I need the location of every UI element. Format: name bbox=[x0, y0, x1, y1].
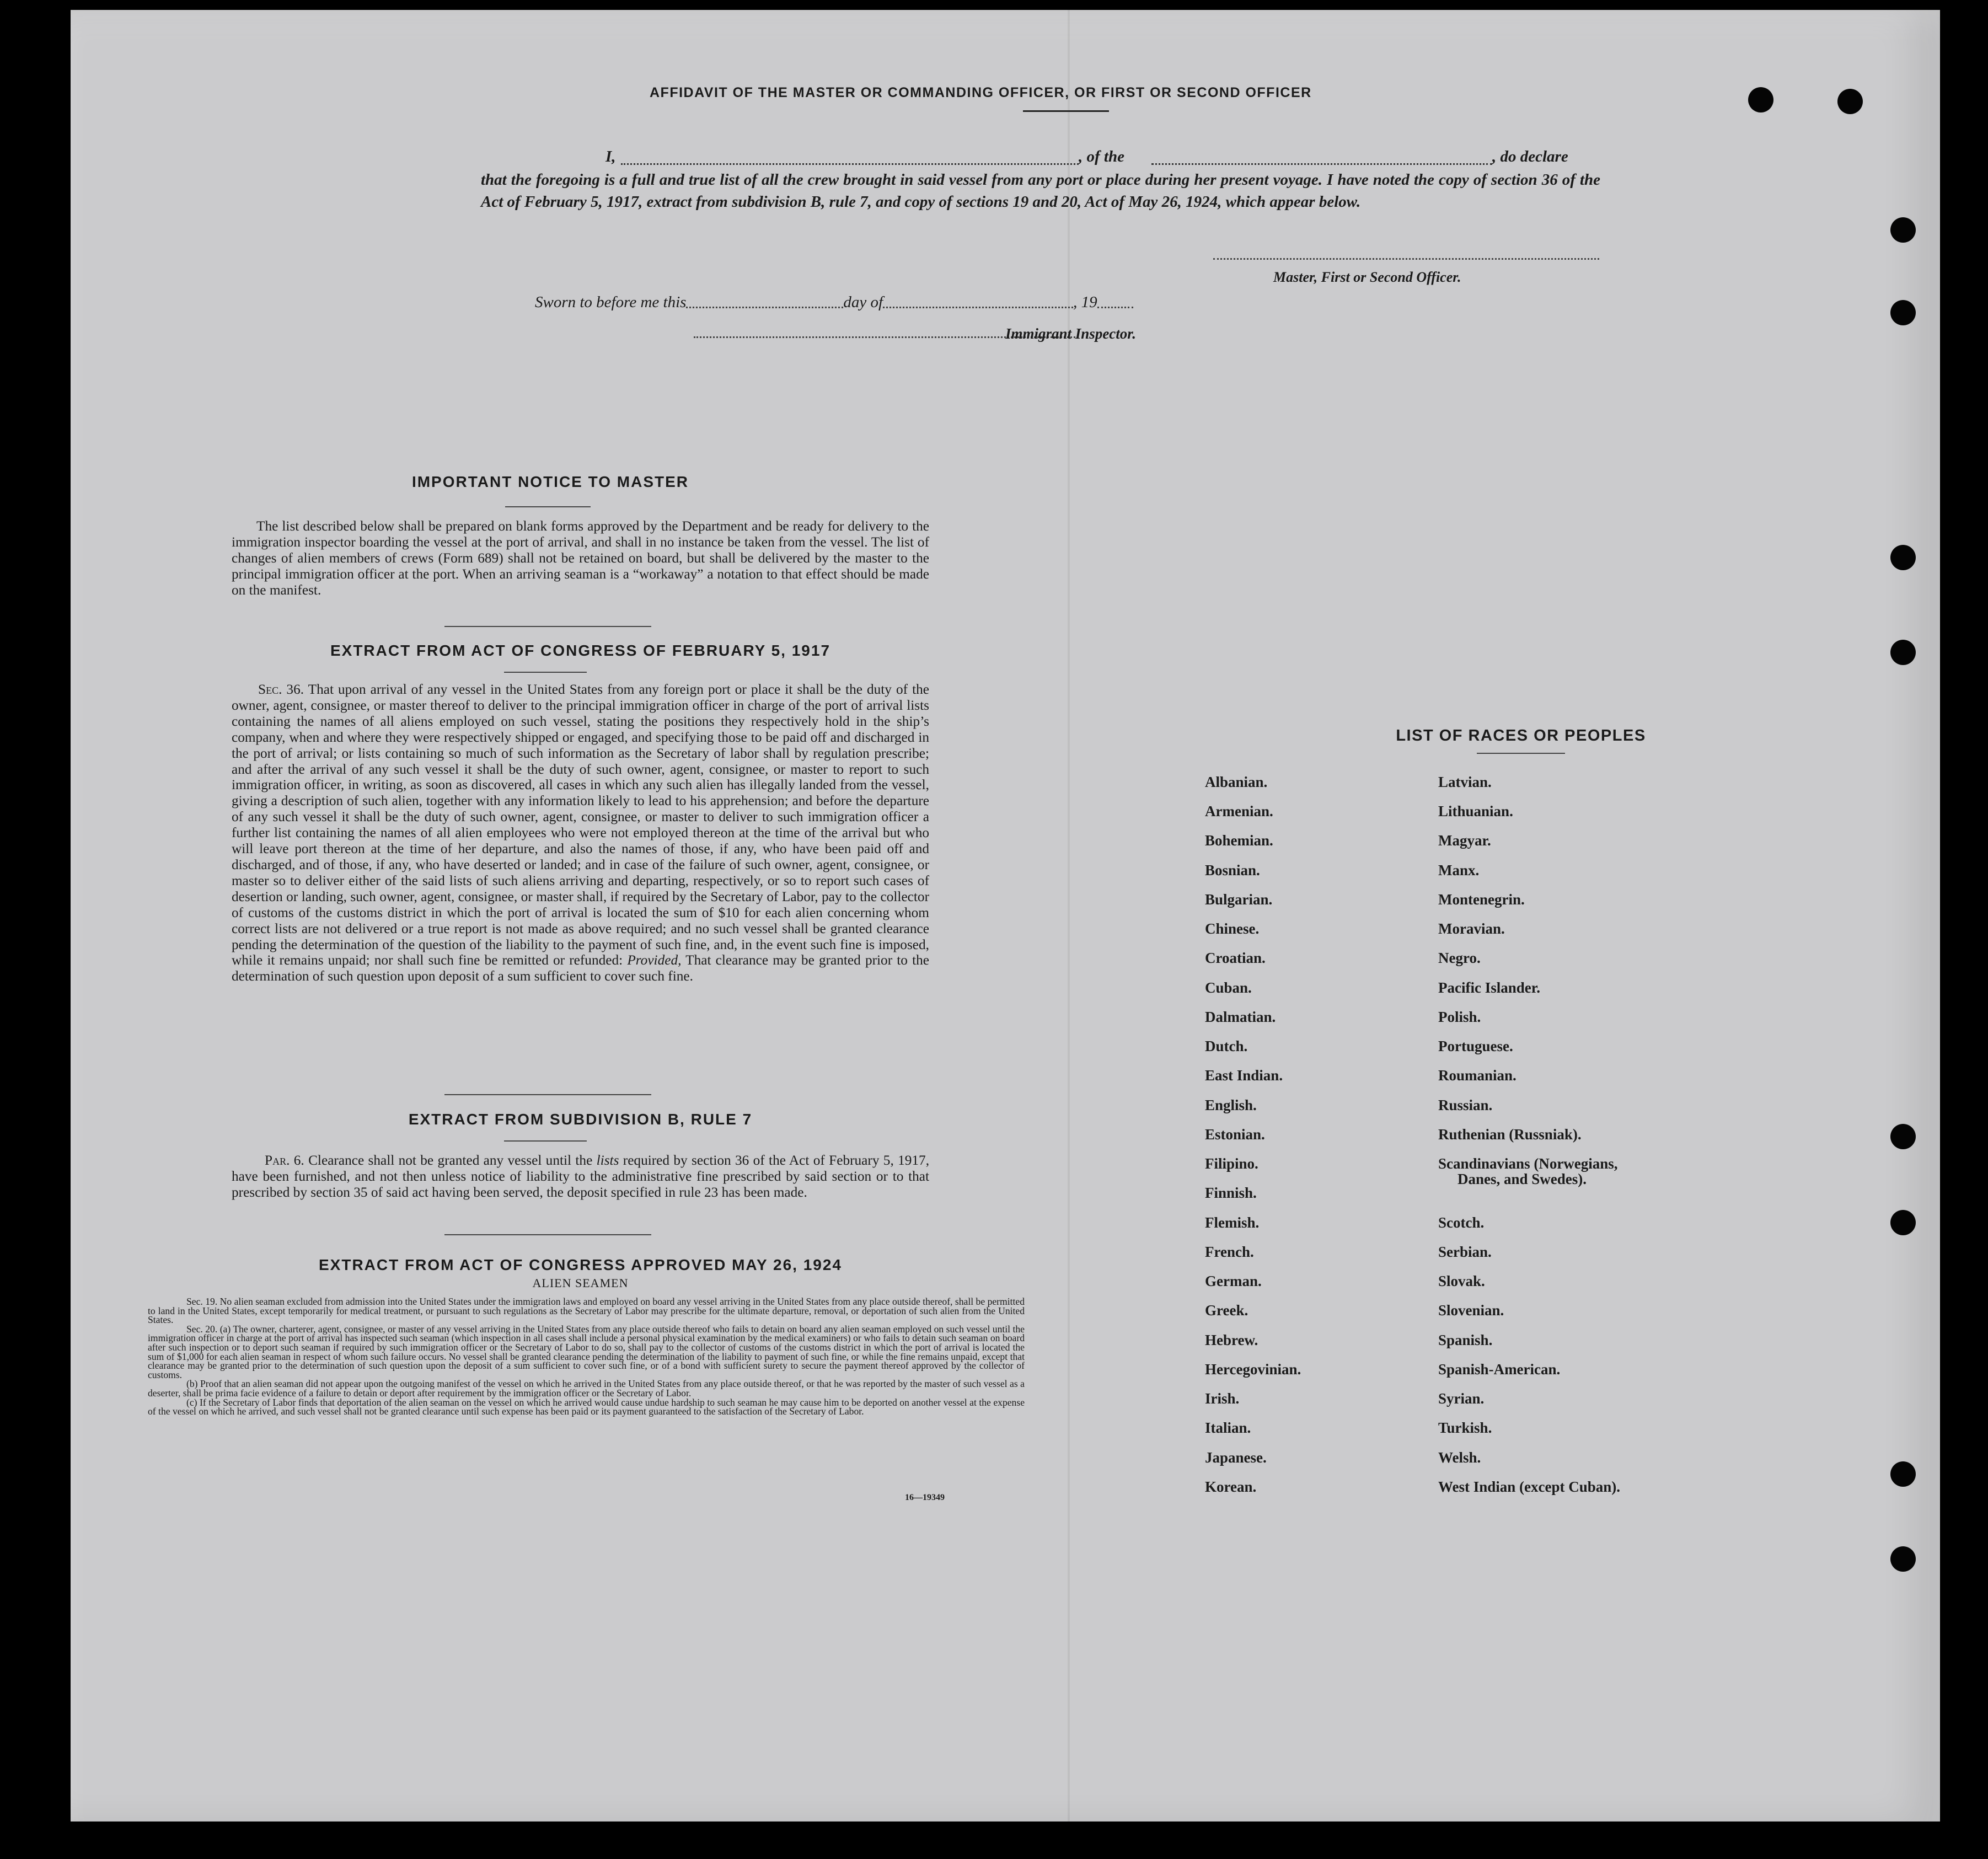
race-item: Scotch. bbox=[1438, 1214, 1485, 1231]
provided-word: Provided, bbox=[627, 952, 682, 968]
notice-title: IMPORTANT NOTICE TO MASTER bbox=[411, 473, 689, 490]
month-blank bbox=[883, 307, 1073, 308]
race-item: East Indian. bbox=[1205, 1067, 1283, 1084]
race-item: Greek. bbox=[1205, 1302, 1248, 1319]
binder-hole bbox=[1890, 300, 1916, 325]
section-36-text-end: That clearance may be granted prior to the determination of such question upon deposit of a sum sufficient to cover such fine. bbox=[232, 952, 929, 984]
race-item: Moravian. bbox=[1438, 920, 1505, 937]
extract-1924-body bbox=[148, 1297, 1025, 1416]
race-item: Syrian. bbox=[1438, 1390, 1485, 1407]
race-item: West Indian (except Cuban). bbox=[1438, 1478, 1621, 1495]
race-item: Pacific Islander. bbox=[1438, 979, 1540, 996]
race-item: Serbian. bbox=[1438, 1244, 1492, 1260]
divider bbox=[504, 1140, 587, 1142]
race-item: Dutch. bbox=[1205, 1038, 1248, 1054]
vessel-blank bbox=[1151, 163, 1492, 165]
race-item: Spanish. bbox=[1438, 1332, 1493, 1348]
race-item: French. bbox=[1205, 1244, 1254, 1260]
race-item: Finnish. bbox=[1205, 1185, 1257, 1201]
race-item: Turkish. bbox=[1438, 1419, 1492, 1436]
race-item: Danes, and Swedes). bbox=[1457, 1171, 1587, 1187]
divider bbox=[1477, 753, 1565, 754]
race-item: Hercegovinian. bbox=[1205, 1361, 1301, 1378]
extract-1924-title: EXTRACT FROM ACT OF CONGRESS APPROVED MAY 26, 1924 bbox=[319, 1256, 842, 1273]
affidavit-i: I, bbox=[605, 148, 616, 165]
race-item: Slovak. bbox=[1438, 1273, 1485, 1289]
rule-7-body bbox=[232, 1153, 929, 1201]
affidavit-title: AFFIDAVIT OF THE MASTER OR COMMANDING OFFICER, OR FIRST OR SECOND OFFICER bbox=[650, 85, 1312, 100]
race-item: Portuguese. bbox=[1438, 1038, 1513, 1054]
sworn-prefix: Sworn to before me this bbox=[535, 293, 687, 311]
binder-hole bbox=[1890, 545, 1916, 570]
binder-hole bbox=[1890, 1461, 1916, 1487]
race-item: Armenian. bbox=[1205, 803, 1273, 819]
race-item: Irish. bbox=[1205, 1390, 1240, 1407]
race-item: Croatian. bbox=[1205, 950, 1266, 966]
race-item: Italian. bbox=[1205, 1419, 1251, 1436]
inspector-signature-label: Immigrant Inspector. bbox=[1005, 325, 1137, 342]
section-20c-text: (c) If the Secretary of Labor finds that deportation of the alien seaman on the vessel on which he arrived would cause undue hardship to such seaman he may cause him to be deported on another vessel at the expense of the vessel on which he arrived, and such vessel shall not be granted clearance until such expense has been paid or its payment guaranteed to the satisfaction of the Secretary of Labor. bbox=[148, 1396, 1025, 1417]
race-item: Welsh. bbox=[1438, 1449, 1481, 1466]
race-item: Manx. bbox=[1438, 862, 1480, 878]
race-item: Dalmatian. bbox=[1205, 1009, 1276, 1025]
binder-hole bbox=[1748, 87, 1773, 112]
extract-1917-body bbox=[232, 682, 929, 984]
section-36-label: Sec. 36. bbox=[258, 682, 304, 697]
race-item: Hebrew. bbox=[1205, 1332, 1258, 1348]
race-item: Korean. bbox=[1205, 1478, 1257, 1495]
form-number: 16—19349 bbox=[905, 1493, 945, 1502]
rule-7-text-end: required by section 36 of the Act of February 5, 1917, have been furnished, and not then unless notice of liability to the administrative fine prescribed by said section or to that prescribed by section 35 of said act having been served, the deposit specified in rule 23 has been made. bbox=[232, 1153, 930, 1200]
binder-hole bbox=[1890, 1124, 1916, 1149]
race-item: Magyar. bbox=[1438, 832, 1491, 849]
master-signature-label: Master, First or Second Officer. bbox=[1273, 269, 1461, 285]
section-19-text: Sec. 19. No alien seaman excluded from admission into the United States under the immigration laws and employed on board any vessel arriving in the United States from any place outside thereof, shall be permitted to land in the United States, except temporarily for medical treatment, or pursuant to such regulations as the Secretary of Labor may prescribe for the ultimate departure, removal, or deportation of such alien from the United States. bbox=[148, 1296, 1025, 1326]
race-item: Negro. bbox=[1438, 950, 1481, 966]
binder-hole bbox=[1890, 1546, 1916, 1572]
race-item: Albanian. bbox=[1205, 774, 1268, 790]
race-item: Bosnian. bbox=[1205, 862, 1260, 878]
race-item: Cuban. bbox=[1205, 979, 1252, 996]
page-fold bbox=[1068, 10, 1070, 1822]
year-blank bbox=[1097, 307, 1133, 308]
affidavit-of-the: , of the bbox=[1079, 148, 1124, 165]
race-item: Bohemian. bbox=[1205, 832, 1273, 849]
binder-hole bbox=[1890, 1210, 1916, 1235]
race-item: German. bbox=[1205, 1273, 1262, 1289]
affidavit-statement: that the foregoing is a full and true list of all the crew brought in said vessel from any port or place during her present voyage. I have noted the copy of section 36 of the Act of February 5, 1917, extract from subdivision B, rule 7, and copy of sections 19 and 20, Act of May 26, 1924, which appear below. bbox=[481, 171, 1600, 211]
race-item: Ruthenian (Russniak). bbox=[1438, 1126, 1582, 1143]
race-item: Roumanian. bbox=[1438, 1067, 1517, 1084]
binder-hole bbox=[1890, 217, 1916, 243]
race-item: Lithuanian. bbox=[1438, 803, 1513, 819]
race-item: Chinese. bbox=[1205, 920, 1260, 937]
affidavit-declare: , do declare bbox=[1492, 148, 1568, 165]
race-item: Japanese. bbox=[1205, 1449, 1267, 1466]
divider bbox=[505, 506, 591, 507]
extract-1917-title: EXTRACT FROM ACT OF CONGRESS OF FEBRUARY 5, 1917 bbox=[330, 642, 831, 659]
day-blank bbox=[686, 307, 843, 308]
notice-body: The list described below shall be prepared on blank forms approved by the Department and be ready for delivery to the immigration inspector boarding the vessel at the port of arrival, and shall in no instance be taken from the vessel. The list of changes of alien members of crews (Form 689) shall not be retained on board, but shall be delivered by the master to the principal immigration officer at the port. When an arriving seaman is a “workaway” a notation to that effect should be made on the manifest. bbox=[232, 518, 929, 598]
sworn-line bbox=[535, 293, 1133, 312]
alien-seamen-subtitle: ALIEN SEAMEN bbox=[532, 1276, 629, 1290]
sworn-day: day of bbox=[843, 293, 883, 311]
lists-word: lists bbox=[596, 1153, 619, 1168]
race-item: Bulgarian. bbox=[1205, 891, 1273, 908]
race-item: Polish. bbox=[1438, 1009, 1481, 1025]
section-36-text: That upon arrival of any vessel in the United States from any foreign port or place it shall be the duty of the owner, agent, consignee, or master thereof to deliver to the principal immigration officer in charge of the port of arrival lists containing the names of all aliens employed on such vessel, stating the positions they respectively hold in the ship’s company, when and where they were respectively shipped or engaged, and specifying those to be paid off and discharged in the port of arrival; or lists containing so much of such information as the Secretary of labor shall by regulation prescribe; and after the arrival of any such vessel it shall be the duty of such owner, agent, consignee, or master to report to such immigration officer, in writing, as soon as discovered, all cases in which any such alien has illegally landed from the vessel, giving a description of such alien, together with any information likely to lead to his apprehension; and before the departure of any such vessel it shall be the duty of such owner, agent, consignee, or master to deliver to such immigration officer a further list containing the names of all alien employees who were not employed thereon at the time of the arrival but who will leave port thereon at the time of her departure, and also the names of those, if any, who have been paid off and discharged, and of those, if any, who have deserted or landed; and in case of the failure of such owner, agent, consignee, or master so to deliver either of the said lists of such aliens arriving and departing, respectively, or so to report such cases of desertion or landing, such owner, agent, consignee, or master shall, if required by the Secretary of Labor, pay to the collector of customs of the customs district in which the port of arrival is located the sum of $10 for each alien concerning whom correct lists are not delivered or a true report is not made as above required; and no such vessel shall be granted clearance pending the determination of the question of the liability to the payment of such fine, and, in the event such fine is imposed, while it remains unpaid; nor shall such fine be remitted or refunded: bbox=[232, 682, 929, 968]
divider bbox=[444, 626, 651, 627]
race-item: Spanish-American. bbox=[1438, 1361, 1561, 1378]
master-signature-line bbox=[1213, 258, 1599, 260]
races-title: LIST OF RACES OR PEOPLES bbox=[1396, 727, 1646, 744]
sworn-year: , 19 bbox=[1073, 293, 1097, 311]
binder-hole bbox=[1837, 89, 1863, 114]
race-item: Latvian. bbox=[1438, 774, 1492, 790]
document-page bbox=[71, 10, 1940, 1822]
race-item: Filipino. bbox=[1205, 1155, 1258, 1172]
rule-7-text: Clearance shall not be granted any vessel until the bbox=[308, 1153, 593, 1168]
divider bbox=[444, 1234, 651, 1235]
section-20b-text: (b) Proof that an alien seaman did not appear upon the outgoing manifest of the vessel on which he arrived in the United States from any place outside thereof, or that he was reported by the master of such vessel as a deserter, shall be prima facie evidence of a failure to detain or deport after requirement by the immigration officer or the Secretary of Labor. bbox=[148, 1378, 1025, 1399]
divider bbox=[444, 1094, 651, 1095]
race-item: English. bbox=[1205, 1097, 1257, 1113]
binder-hole bbox=[1890, 640, 1916, 665]
divider bbox=[1023, 110, 1109, 112]
name-blank bbox=[621, 163, 1079, 165]
paragraph-6-label: Par. 6. bbox=[265, 1153, 304, 1168]
rule-7-title: EXTRACT FROM SUBDIVISION B, RULE 7 bbox=[408, 1111, 753, 1128]
race-item: Montenegrin. bbox=[1438, 891, 1525, 908]
race-item: Russian. bbox=[1438, 1097, 1493, 1113]
divider bbox=[504, 672, 587, 673]
section-20a-text: Sec. 20. (a) The owner, charterer, agent, consignee, or master of any vessel arriving in the United States from any place outside thereof who fails to detain on board any alien seaman employed on such vessel until the immigration officer in charge at the port of arrival has inspected such seaman (which inspection in all cases shall include a personal physical examination by the medical examiners) or who fails to detain such seaman on board after such inspection or to deport such seaman if required by such immigration officer or the Secretary of Labor to do so, shall pay to the collector of customs of the customs district in which the port of arrival is located the sum of $1,000 for each alien seaman in respect of whom such failure occurs. No vessel shall be granted clearance pending the determination of the liability to payment of such fine, or while the fine remains unpaid, except that clearance may be granted prior to the determination of such question upon the deposit of a sum sufficient to cover such fine, or of a bond with sufficient surety to secure the payment thereof approved by the collector of customs. bbox=[148, 1323, 1025, 1380]
race-item: Flemish. bbox=[1205, 1214, 1260, 1231]
race-item: Scandinavians (Norwegians, bbox=[1438, 1155, 1618, 1172]
race-item: Estonian. bbox=[1205, 1126, 1265, 1143]
race-item: Slovenian. bbox=[1438, 1302, 1504, 1319]
